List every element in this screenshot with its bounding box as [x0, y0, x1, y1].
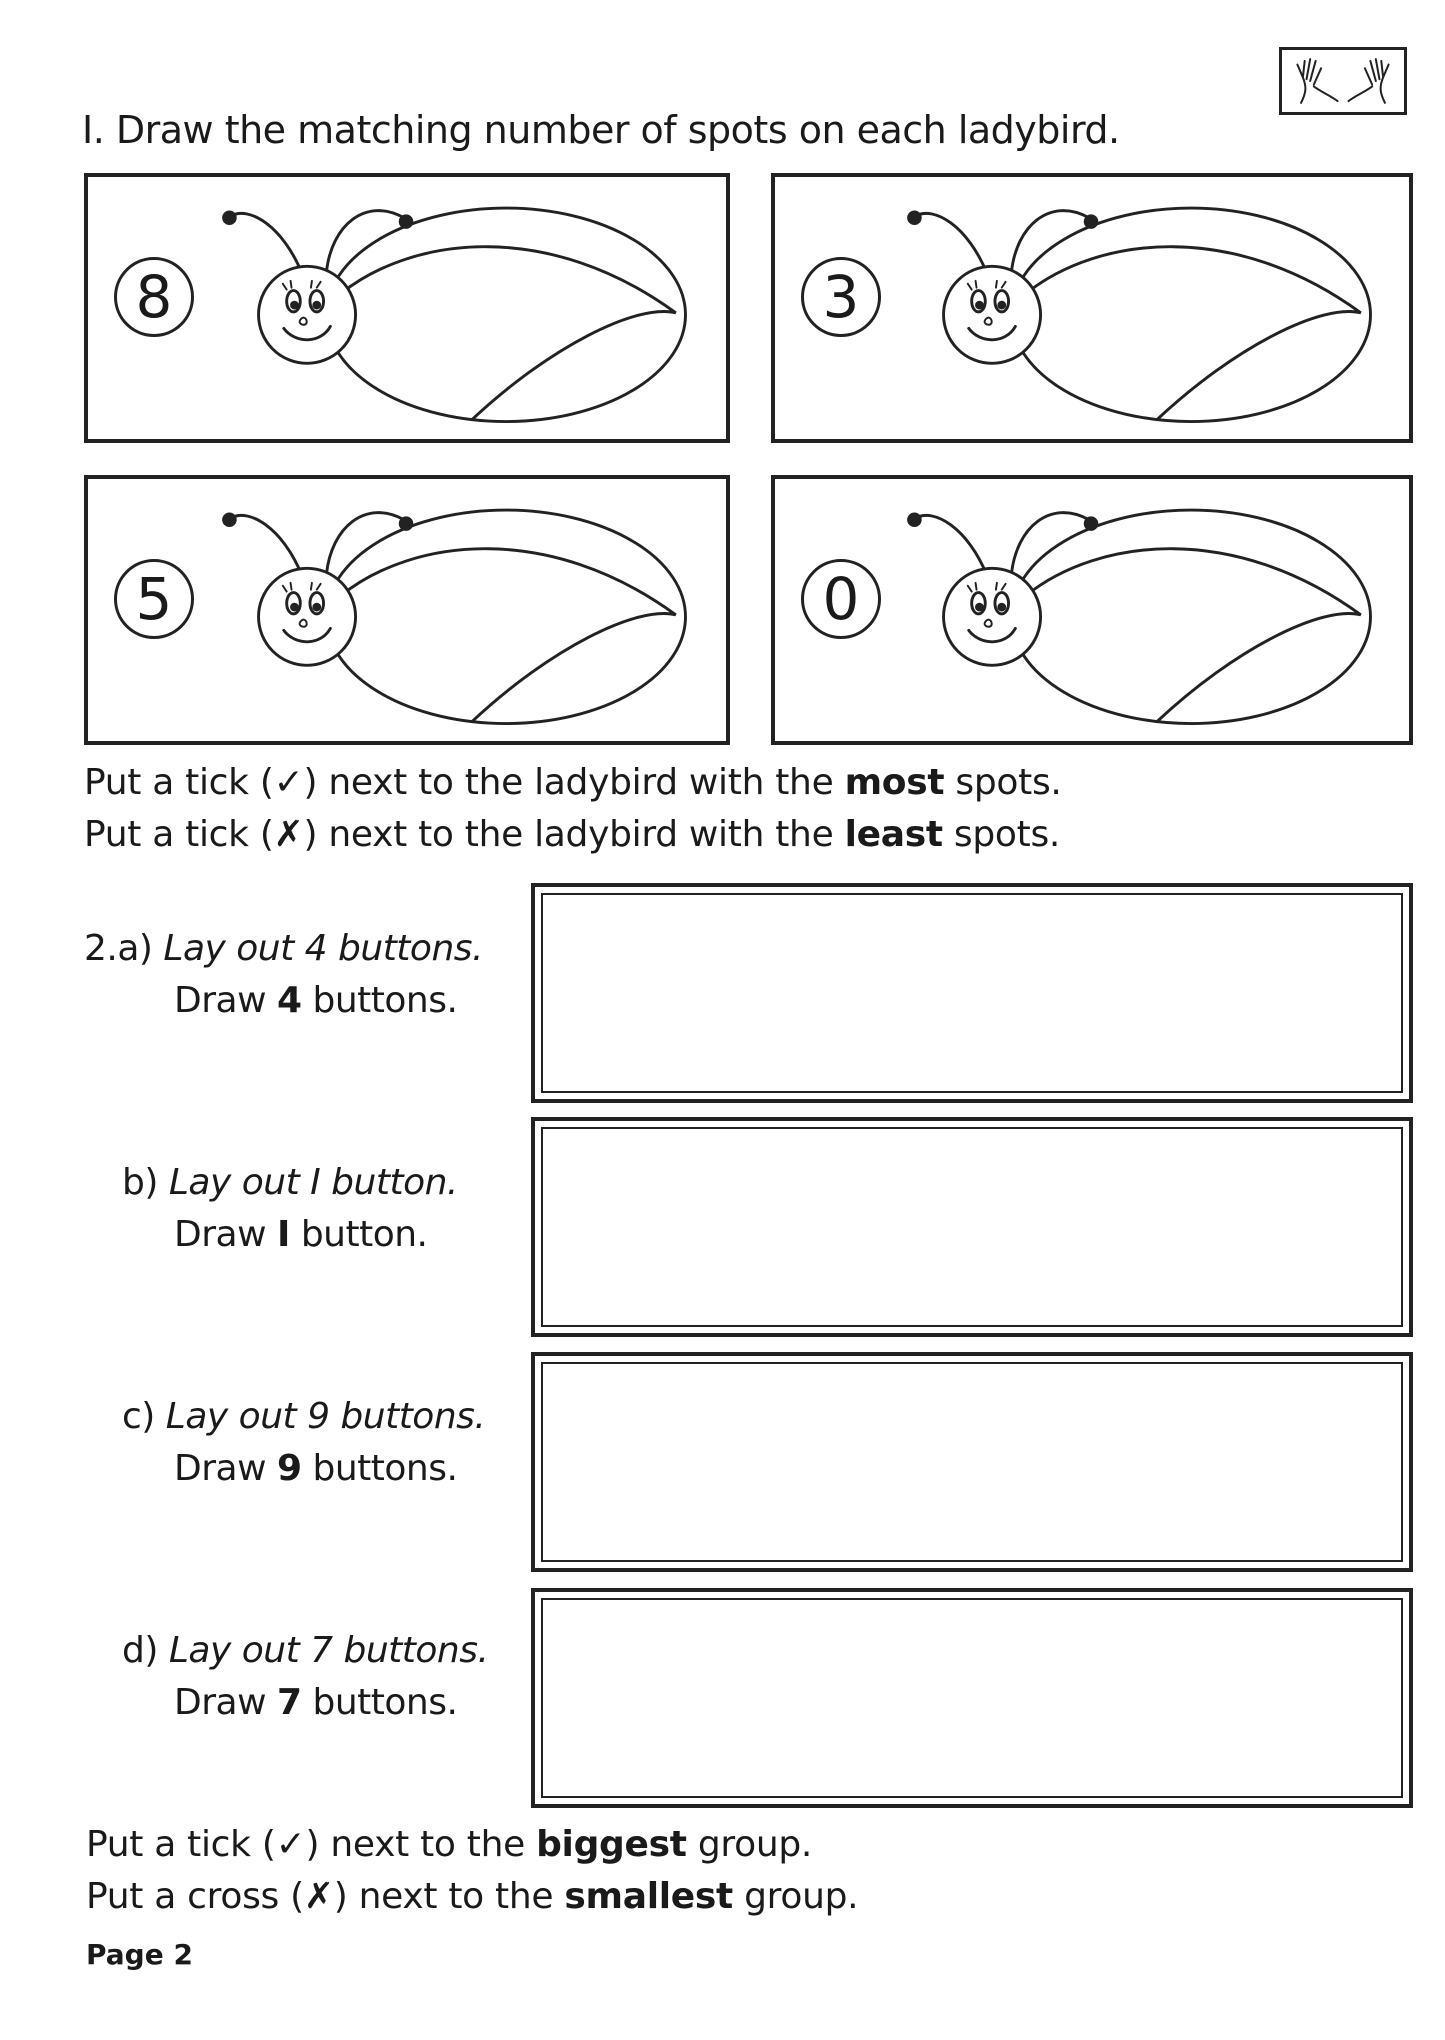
drawing-box[interactable] [531, 883, 1413, 1103]
ladybird-card [84, 173, 730, 443]
raised-hands-icon [1282, 50, 1404, 112]
page-number: Page 2 [86, 1938, 193, 1971]
instruction-smallest-group: Put a cross (✗) next to the smallest group. [86, 1876, 859, 1917]
question-2b-label: b) Lay out I button. [122, 1162, 458, 1203]
instruction-biggest-group: Put a tick (✓) next to the biggest group. [86, 1824, 813, 1865]
question-2a-label: 2.a) Lay out 4 buttons. [84, 928, 483, 969]
question-2c-draw: Draw 9 buttons. [174, 1448, 458, 1489]
question-2a-draw: Draw 4 buttons. [174, 980, 458, 1021]
ladybird-card [771, 173, 1413, 443]
tick-mark: ✓ [275, 1824, 306, 1865]
number-badge: 5 [114, 559, 194, 639]
number-badge: 8 [114, 257, 194, 337]
cross-mark: ✗ [303, 1876, 334, 1917]
question-2d-label: d) Lay out 7 buttons. [122, 1630, 489, 1671]
question-2d-draw: Draw 7 buttons. [174, 1682, 458, 1723]
number-badge: 0 [801, 559, 881, 639]
hands-icon [1279, 47, 1407, 115]
drawing-box[interactable] [531, 1117, 1413, 1337]
question-2b-draw: Draw I button. [174, 1214, 428, 1255]
instruction-least-spots: Put a tick (✗) next to the ladybird with the least spots. [84, 814, 1061, 855]
cross-mark: ✗ [273, 814, 304, 855]
tick-mark: ✓ [273, 762, 304, 803]
question-1-title: I. Draw the matching number of spots on each ladybird. [82, 108, 1120, 152]
question-2c-label: c) Lay out 9 buttons. [122, 1396, 486, 1437]
ladybird-card [84, 475, 730, 745]
drawing-box[interactable] [531, 1352, 1413, 1572]
ladybird-card [771, 475, 1413, 745]
instruction-most-spots: Put a tick (✓) next to the ladybird with the most spots. [84, 762, 1062, 803]
number-badge: 3 [801, 257, 881, 337]
drawing-box[interactable] [531, 1588, 1413, 1808]
